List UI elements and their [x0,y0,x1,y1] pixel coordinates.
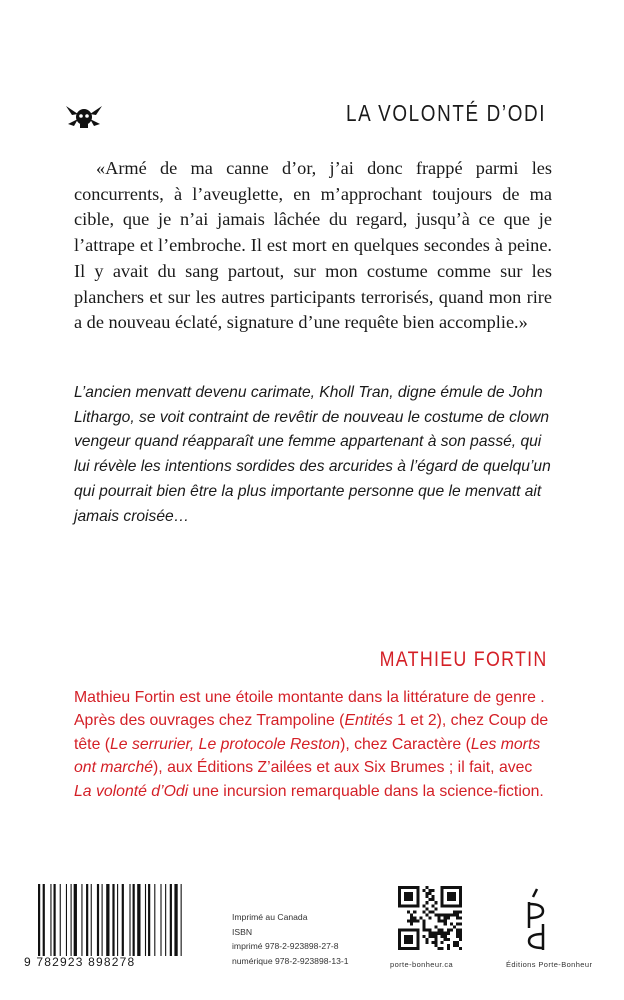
print-info [232,910,349,968]
bio-text: ), aux Éditions Z’ailées et aux Six Brumes ; il fait, avec [153,759,533,777]
book-title: LA VOLONTÉ D’ODI [345,100,546,126]
bio-text: 1 et 2), chez Coup de tête ( [74,712,549,753]
bio-text: Mathieu Fortin est une étoile montante dans la littérature de genre . Après des ouvrages chez Trampoline ( [74,689,545,730]
book-title-1: Entités [344,712,393,730]
winged-skull-icon [66,102,102,132]
bio-text: une incursion remarquable dans la science-fiction. [188,782,544,800]
pb-monogram-icon [518,888,554,952]
qr-code-icon [398,886,462,950]
bio-text: ), chez Caractère ( [340,735,471,753]
book-title-3: Les morts ont marché [74,735,541,777]
isbn-digital: numérique 978-2-923898-13-1 [232,955,349,966]
excerpt-quote: «Armé de ma canne d’or, j’ai donc frappé parmi les concurrents, à l’aveuglette, en m’approchant toujours de ma cible, que je n’ai jamais lâchée du regard, jusqu’à ce que je l’attrape et l’embroche. Il est mort en quelques secondes à peine. Il y avait du sang partout, sur mon costume comme sur les planchers et sur les autres participants terrorisés, quand mon rire a de nouveau éclaté, signature d’une requête bien accomplie.» [74,158,552,333]
book-title-4: La volonté d’Odi [74,782,189,800]
barcode-digits: 9 782923 898278 [24,955,136,969]
printed-in: Imprimé au Canada [232,912,308,922]
barcode-icon [36,884,214,956]
book-title-2: Le serrurier, Le protocole Reston [110,735,341,753]
publisher-label: Éditions Porte-Bonheur [506,960,593,969]
isbn-label: ISBN [232,926,253,937]
synopsis: L’ancien menvatt devenu carimate, Kholl Tran, digne émule de John Lithargo, se voit contraint de revêtir de nouveau le costume de clown vengeur quand réapparaît une femme appartenant à son passé, qui lui révèle les intentions sordides des arcurides à l’égard de quelqu’un qui pourrait bien être la plus importante personne que le menvatt ait jamais croisée… [74,384,551,525]
author-bio [74,686,554,803]
author-name: MATHIEU FORTIN [380,648,548,671]
isbn-print: imprimé 978-2-923898-27-8 [232,941,339,951]
website-label: porte-bonheur.ca [390,960,454,969]
